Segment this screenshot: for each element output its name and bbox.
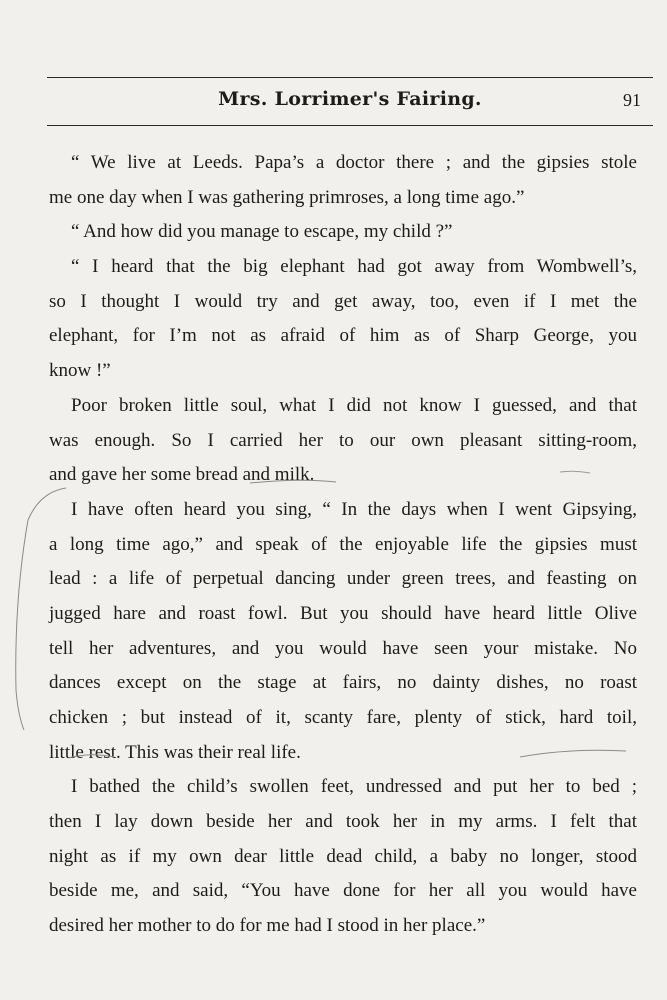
text-line: lead : a life of perpetual dancing under green trees, and feasting on bbox=[49, 568, 637, 590]
text-line: desired her mother to do for me had I stood in her place.” bbox=[49, 915, 486, 937]
text-line: and gave her some bread and milk. bbox=[49, 464, 315, 486]
text-line: dances except on the stage at fairs, no dainty dishes, no roast bbox=[49, 672, 637, 694]
text-line: I have often heard you sing, “ In the days when I went Gipsying, bbox=[71, 498, 637, 520]
text-line: know !” bbox=[49, 360, 111, 382]
body-text bbox=[49, 146, 637, 944]
text-line: beside me, and said, “You have done for her all you would have bbox=[49, 880, 637, 902]
running-header bbox=[47, 86, 653, 116]
text-line: “ We live at Leeds. Papa’s a doctor there ; and the gipsies stole bbox=[71, 152, 637, 173]
text-line: a long time ago,” and speak of the enjoyable life the gipsies must bbox=[49, 533, 637, 555]
text-line: chicken ; but instead of it, scanty fare, plenty of stick, hard toil, bbox=[49, 707, 637, 728]
header-top-rule bbox=[47, 77, 653, 78]
text-line: was enough. So I carried her to our own pleasant sitting-room, bbox=[49, 429, 637, 451]
text-line: “ And how did you manage to escape, my child ?” bbox=[71, 221, 453, 243]
text-line: jugged hare and roast fowl. But you should have heard little Olive bbox=[49, 602, 637, 624]
page-number: 91 bbox=[623, 90, 641, 110]
text-line: Poor broken little soul, what I did not know I guessed, and that bbox=[71, 394, 637, 416]
text-line: so I thought I would try and get away, too, even if I met the bbox=[49, 290, 637, 312]
text-line: I bathed the child’s swollen feet, undressed and put her to bed ; bbox=[71, 776, 637, 798]
running-title: Mrs. Lorrimer's Fairing. bbox=[218, 88, 482, 110]
text-line: then I lay down beside her and took her in my arms. I felt that bbox=[49, 811, 637, 833]
text-line: me one day when I was gathering primroses, a long time ago.” bbox=[49, 186, 525, 208]
text-line: “ I heard that the big elephant had got away from Wombwell’s, bbox=[71, 256, 637, 278]
text-line: tell her adventures, and you would have seen your mistake. No bbox=[49, 637, 637, 659]
text-line: elephant, for I’m not as afraid of him as of Sharp George, you bbox=[49, 325, 637, 347]
text-line: little rest. This was their real life. bbox=[49, 741, 301, 763]
text-line: night as if my own dear little dead child, a baby no longer, stood bbox=[49, 845, 637, 867]
header-bottom-rule bbox=[47, 125, 653, 126]
